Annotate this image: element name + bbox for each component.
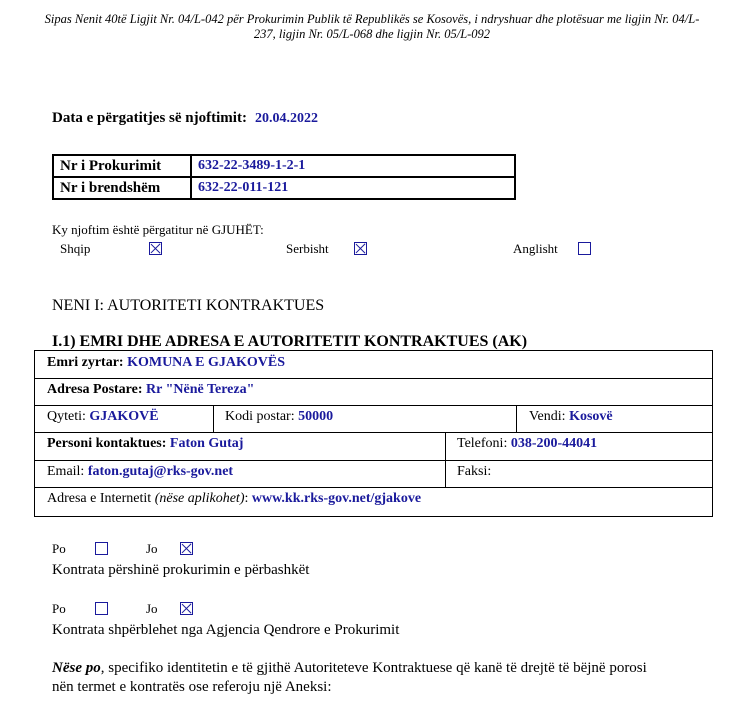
if-yes-lead: Nëse po — [52, 660, 101, 676]
country-cell — [529, 409, 613, 425]
website-value: www.kk.rks-gov.net/gjakove — [251, 491, 422, 506]
city-cell — [47, 409, 159, 425]
central-no-label: Jo — [146, 601, 158, 616]
phone-cell — [457, 436, 597, 452]
central-yes-label: Po — [52, 601, 66, 616]
email-cell — [47, 464, 233, 480]
joint-no-checkbox[interactable] — [180, 542, 193, 555]
postal-code-value: 50000 — [298, 409, 334, 424]
city-label: Qyteti: — [47, 409, 86, 424]
date-label: Data e përgatitjes së njoftimit: — [52, 110, 247, 126]
fax-cell — [457, 464, 491, 480]
if-yes-text: , specifiko identitetin e të gjithë Autoriteteve Kontraktuese që kanë të drejtë të bëjnë porosi — [100, 660, 647, 676]
central-no-checkbox[interactable] — [180, 602, 193, 615]
joint-yes-label: Po — [52, 541, 66, 556]
postal-address-value: Rr "Nënë Tereza" — [146, 382, 255, 397]
checkbox-shqip[interactable] — [149, 242, 162, 255]
official-name-label: Emri zyrtar: — [47, 355, 124, 370]
preparation-date — [52, 110, 318, 127]
postal-code-label: Kodi postar: — [225, 409, 295, 424]
legal-header: Sipas Nenit 40të Ligjit Nr. 04/L-042 për Prokurimin Publik të Republikës se Kosovës, i ndryshuar dhe plotësuar me ligjin Nr. 04/L-237, ligjin Nr. 05/L-068 dhe ligjin Nr. 05/L-092 — [44, 12, 700, 41]
country-value: Kosovë — [569, 409, 613, 424]
central-yes-checkbox[interactable] — [95, 602, 108, 615]
email-value: faton.gutaj@rks-gov.net — [87, 464, 234, 479]
contact-person-value: Faton Gutaj — [169, 436, 244, 451]
language-label-serbisht: Serbisht — [286, 241, 329, 256]
country-label: Vendi: — [529, 409, 566, 424]
city-value: GJAKOVË — [89, 409, 159, 424]
language-label-anglisht: Anglisht — [513, 241, 558, 256]
joint-procurement-text: Kontrata përshinë prokurimin e përbashkët — [52, 562, 310, 578]
website-row: Adresa e Internetit (nëse aplikohet): www.kk.rks-gov.net/gjakove — [47, 491, 422, 506]
language-label-shqip: Shqip — [60, 241, 91, 256]
joint-yes-checkbox[interactable] — [95, 542, 108, 555]
if-yes-paragraph — [52, 659, 732, 697]
website-label: Adresa e Internetit — [47, 491, 152, 506]
contact-person-cell — [47, 436, 243, 452]
website-note: (nëse aplikohet) — [154, 491, 245, 506]
date-value: 20.04.2022 — [254, 111, 318, 126]
table-row — [53, 177, 515, 199]
postal-address-row — [47, 382, 254, 398]
phone-label: Telefoni: — [457, 436, 508, 451]
internal-number-value: 632-22-011-121 — [191, 177, 515, 199]
central-agency-text: Kontrata shpërblehet nga Agjencia Qendrore e Prokurimit — [52, 622, 400, 638]
languages-intro: Ky njoftim është përgatitur në GJUHËT: — [52, 222, 264, 237]
email-label: Email: — [47, 464, 85, 479]
internal-number-label: Nr i brendshëm — [53, 177, 191, 199]
phone-value: 038-200-44041 — [510, 436, 598, 451]
checkbox-anglisht[interactable] — [578, 242, 591, 255]
section-title: I.1) EMRI DHE ADRESA E AUTORITETIT KONTRAKTUES (AK) — [52, 333, 528, 350]
procurement-number-label: Nr i Prokurimit — [53, 155, 191, 177]
article-title: NENI I: AUTORITETI KONTRAKTUES — [52, 297, 325, 314]
table-row — [53, 155, 515, 177]
contact-person-label: Personi kontaktues: — [47, 436, 167, 451]
procurement-number-table — [52, 154, 516, 200]
official-name-value: KOMUNA E GJAKOVËS — [127, 355, 285, 370]
authority-table — [34, 350, 713, 517]
checkbox-serbisht[interactable] — [354, 242, 367, 255]
if-yes-text-line2: nën termet e kontratës ose referoju një Aneksi: — [52, 679, 332, 695]
official-name-row — [47, 355, 285, 371]
joint-no-label: Jo — [146, 541, 158, 556]
fax-label: Faksi: — [457, 464, 492, 479]
postal-address-label: Adresa Postare: — [47, 382, 143, 397]
procurement-number-value: 632-22-3489-1-2-1 — [191, 155, 515, 177]
postal-code-cell — [225, 409, 333, 425]
